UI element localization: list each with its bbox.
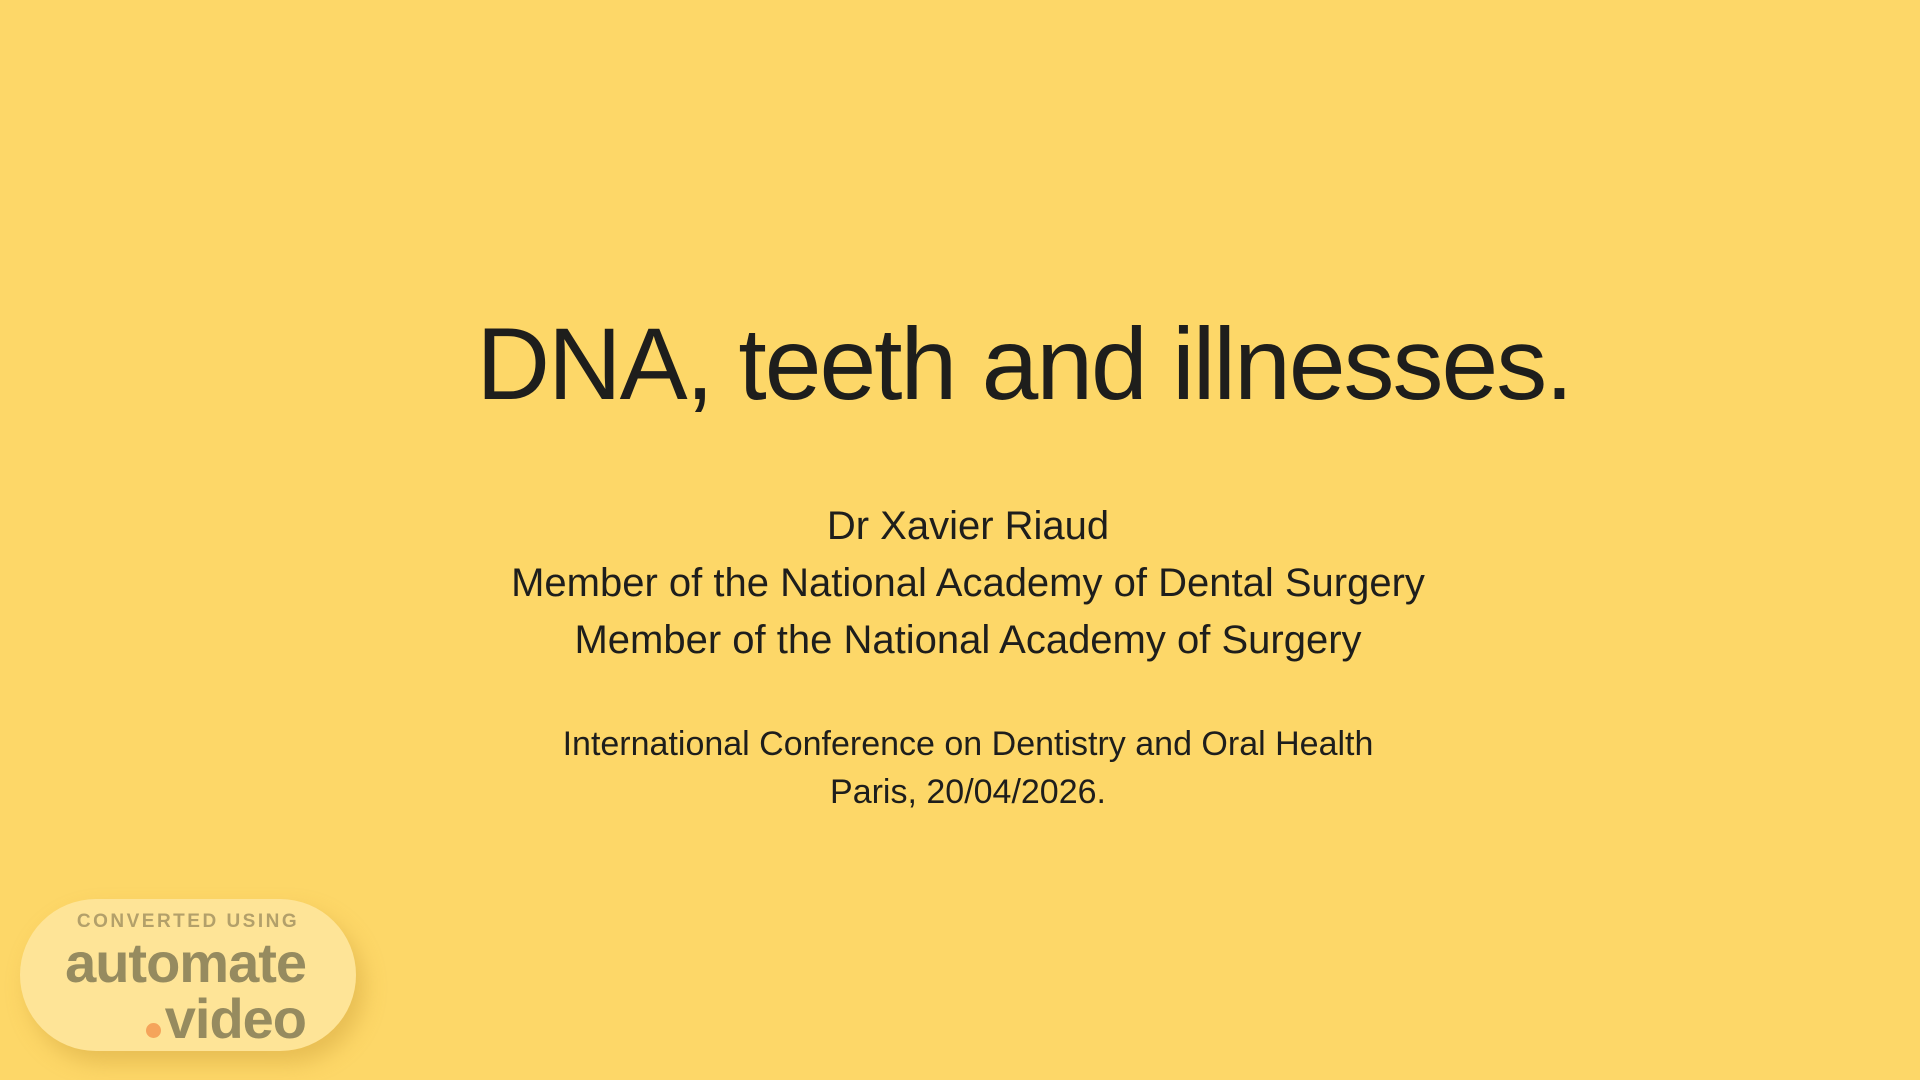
watermark-tagline: CONVERTED USING — [76, 911, 300, 932]
watermark-brand-line1: automate — [65, 931, 306, 994]
author-credential-1: Member of the National Academy of Dental Surgery — [511, 561, 1425, 605]
author-name: Dr Xavier Riaud — [826, 504, 1110, 548]
watermark-brand-logo — [65, 931, 306, 1050]
author-credential-2: Member of the National Academy of Surgery — [574, 618, 1362, 662]
watermark-brand-line2 — [65, 987, 306, 1050]
event-block — [0, 720, 1920, 816]
author-block — [0, 498, 1920, 669]
event-name: International Conference on Dentistry and Oral Health — [562, 725, 1374, 763]
watermark-brand-line2-text: video — [164, 987, 306, 1050]
event-location-date: Paris, 20/04/2026. — [830, 773, 1106, 811]
orange-dot-icon — [146, 1023, 161, 1038]
slide-title: DNA, teeth and illnesses. — [476, 307, 1572, 421]
watermark-badge — [20, 899, 356, 1051]
